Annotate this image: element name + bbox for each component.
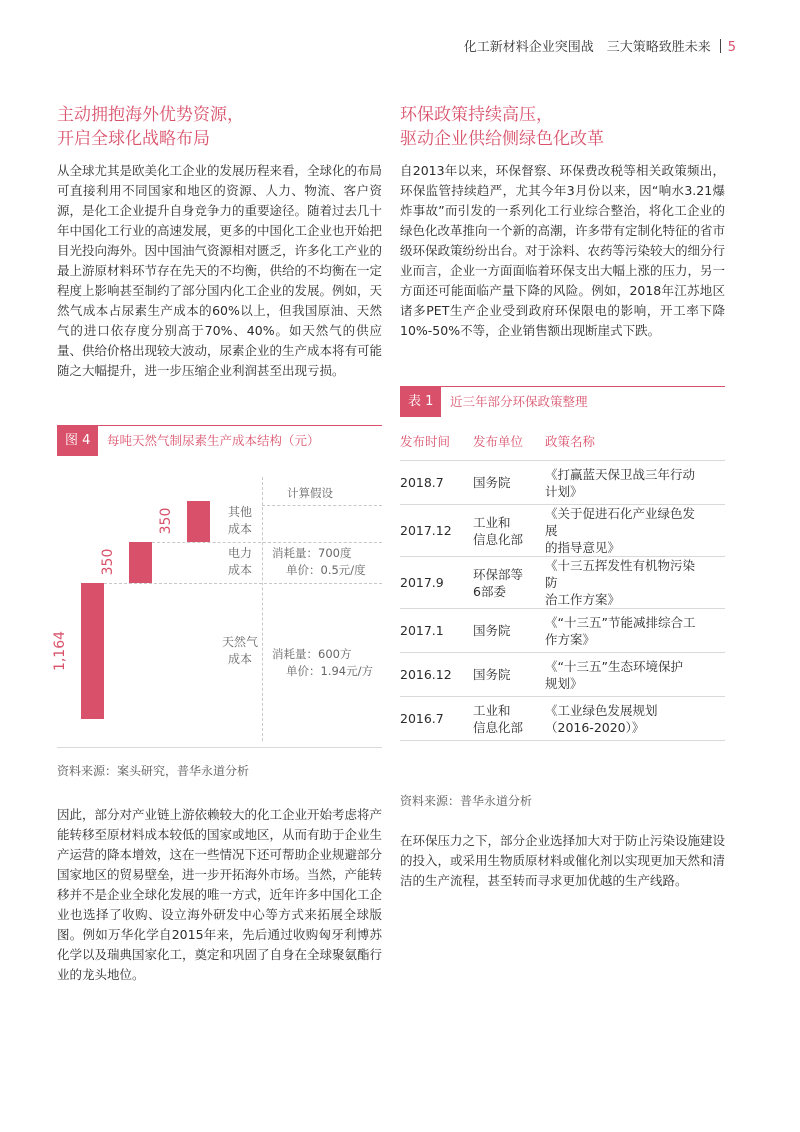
right-heading-line2: 驱动企业供给侧绿色化改革 [400, 129, 604, 149]
cell-issuer-line: 信息化部 [473, 531, 524, 547]
right-heading-line1: 环保政策持续高压， [400, 105, 553, 125]
cell-issuer-line: 国务院 [473, 667, 511, 682]
cell-policy-line: 《关于促进石化产业绿色发展 [545, 506, 696, 538]
cell-issuer-line: 国务院 [473, 623, 511, 638]
table-source: 资料来源：普华永道分析 [400, 794, 533, 808]
table-row [400, 609, 725, 653]
bar-electricity-cost [129, 542, 152, 583]
figure-bottom-rule [57, 747, 382, 748]
category-label-other-line1: 其他 [227, 505, 252, 520]
category-label-electricity [217, 545, 263, 579]
running-header [464, 36, 736, 55]
assumption-natural-gas-price: 单价：1.94元/方 [286, 663, 373, 678]
value-label-other: 350 [158, 508, 174, 535]
right-paragraph-1: 自2013年以来，环保督察、环保费改税等相关政策频出，环保监管持续趋严，尤其今年3月份以来，因“响水3.21爆炸事故”而引发的一系列化工行业综合整治，将化工企业的绿色化改革推向一个新的高潮，许多带有定制化特征的省市级环保政策纷纷出台。对于涂料、农药等污染较大的细分行业而言，企业一方面面临着环保支出大幅上涨的压力，另一方面还可能面临产量下降的风险。例如，2018年江苏地区诸多PET生产企业受到政府环保限电的影响，开工率下降10%-50%不等，企业销售额出现断崖式下跌。 [400, 163, 726, 338]
cell-policy-line: 治工作方案》 [545, 592, 621, 607]
column-header-date: 发布时间 [400, 422, 473, 461]
cell-issuer [473, 461, 545, 505]
cell-date: 2018.7 [400, 461, 473, 505]
policy-table [400, 422, 725, 741]
column-header-policy: 政策名称 [545, 422, 725, 461]
category-label-other-line2: 成本 [227, 522, 252, 537]
cell-policy-line: 计划》 [545, 483, 583, 499]
value-label-electricity: 350 [100, 549, 116, 576]
table-row [400, 461, 725, 505]
figure-header [57, 425, 382, 456]
cell-date: 2017.1 [400, 609, 473, 653]
cell-policy-line: 作方案》 [545, 631, 596, 647]
waterfall-chart [52, 455, 382, 747]
assumption-header: 计算假设 [287, 486, 333, 500]
cell-issuer [473, 505, 545, 557]
table-row [400, 697, 725, 741]
figure-tag: 图 4 [57, 426, 98, 456]
header-title: 化工新材料企业突围战 三大策略致胜未来 [463, 40, 711, 55]
cell-policy-line: 《打赢蓝天保卫战三年行动 [545, 466, 696, 482]
cell-policy [545, 557, 725, 609]
cell-policy-line: 规划》 [545, 675, 583, 691]
cell-policy-line: 《工业绿色发展规划 [545, 702, 658, 718]
cell-policy [545, 653, 725, 697]
assumption-electricity-consumption: 消耗量：700度 [272, 546, 352, 561]
left-paragraph-2: 因此，部分对产业链上游依赖较大的化工企业开始考虑将产能转移至原材料成本较低的国家或地区，从而有助于企业生产运营的降本增效，这在一些情况下还可帮助企业规避部分国家地区的贸易壁垒，进一步开拓海外市场。当然，产能转移并不是企业全球化发展的唯一方式，近年许多中国化工企业也选择了收购、设立海外研发中心等方式来拓展全球版图。例如万华化学自2015年来，先后通过收购匈牙利博苏化学以及瑞典国家化工，奠定和巩固了自身在全球聚氨酯行业的龙头地位。 [57, 807, 383, 982]
cell-policy [545, 697, 725, 741]
cell-policy-line: 《十三五挥发性有机物污染防 [545, 558, 696, 590]
cell-issuer-line: 国务院 [473, 475, 511, 490]
cell-issuer [473, 697, 545, 741]
right-paragraph-2: 在环保压力之下，部分企业选择加大对于防止污染设施建设的投入，或采用生物质原材料或催化剂以实现更加天然和清洁的生产流程，甚至转而寻求更加优越的生产线路。 [400, 833, 726, 888]
assumption-electricity-price: 单价：0.5元/度 [286, 563, 366, 578]
table-header [400, 386, 725, 417]
table-header-row [400, 422, 725, 461]
table-row [400, 557, 725, 609]
cell-issuer-line: 6部委 [473, 583, 506, 599]
cell-policy [545, 609, 725, 653]
figure-source: 资料来源：案头研究，普华永道分析 [57, 764, 250, 778]
right-heading [400, 103, 725, 151]
table-title: 近三年部分环保政策整理 [450, 394, 588, 409]
cell-issuer-line: 工业和 [473, 514, 511, 530]
table-row [400, 505, 725, 557]
category-label-natural-gas-line2: 成本 [227, 651, 252, 666]
column-header-issuer: 发布单位 [473, 422, 545, 461]
cell-policy-line: （2016-2020）》 [545, 719, 645, 735]
left-heading-line2: 开启全球化战略布局 [57, 129, 210, 149]
left-heading [57, 103, 382, 151]
assumption-natural-gas [272, 646, 373, 680]
table-tag: 表 1 [400, 387, 441, 417]
assumption-electricity [272, 545, 366, 579]
value-label-natural-gas: 1,164 [52, 630, 68, 671]
bar-natural-gas-cost [81, 583, 104, 719]
category-label-electricity-line2: 成本 [227, 563, 252, 578]
gridline-top [262, 505, 382, 506]
cell-issuer [473, 609, 545, 653]
cell-issuer [473, 653, 545, 697]
cell-policy-line: 的指导意见》 [545, 540, 621, 555]
cell-policy-line: 《“十三五”节能减排综合工 [545, 614, 696, 630]
bar-other-cost [187, 501, 210, 542]
figure-title: 每吨天然气制尿素生产成本结构（元） [107, 433, 320, 448]
cell-date: 2016.12 [400, 653, 473, 697]
page-number: 5 [727, 40, 736, 55]
cell-issuer-line: 信息化部 [473, 719, 524, 735]
cell-policy-line: 《“十三五”生态环境保护 [545, 658, 683, 674]
category-label-natural-gas-line1: 天然气 [221, 634, 258, 649]
cell-issuer-line: 环保部等 [473, 566, 524, 582]
table-row [400, 653, 725, 697]
left-heading-line1: 主动拥抱海外优势资源， [57, 105, 244, 125]
cell-policy [545, 505, 725, 557]
gridline-2 [152, 542, 382, 543]
assumption-natural-gas-consumption: 消耗量：600方 [272, 646, 352, 661]
category-label-natural-gas [217, 634, 263, 668]
cell-date: 2017.12 [400, 505, 473, 557]
category-label-electricity-line1: 电力 [227, 546, 252, 561]
gridline-1 [104, 583, 382, 584]
category-label-other [217, 504, 263, 538]
cell-issuer [473, 557, 545, 609]
cell-date: 2016.7 [400, 697, 473, 741]
header-divider [720, 39, 721, 53]
cell-policy [545, 461, 725, 505]
left-paragraph-1: 从全球尤其是欧美化工企业的发展历程来看，全球化的布局可直接利用不同国家和地区的资源、人力、物流、客户资源，是化工企业提升自身竞争力的重要途径。随着过去几十年中国化工行业的高速发展，更多的中国化工企业也开始把目光投向海外。因中国油气资源相对匮乏，许多化工产业的最上游原材料环节存在先天的不均衡，供给的不均衡在一定程度上影响甚至制约了部分国内化工企业的发展。例如，天然气成本占尿素生产成本的60%以上，但我国原油、天然气的进口依存度分别高于70%、40%。如天然气的供应量、供给价格出现较大波动，尿素企业的生产成本将有可能随之大幅提升，进一步压缩企业利润甚至出现亏损。 [57, 163, 383, 378]
cell-issuer-line: 工业和 [473, 702, 511, 718]
cell-date: 2017.9 [400, 557, 473, 609]
